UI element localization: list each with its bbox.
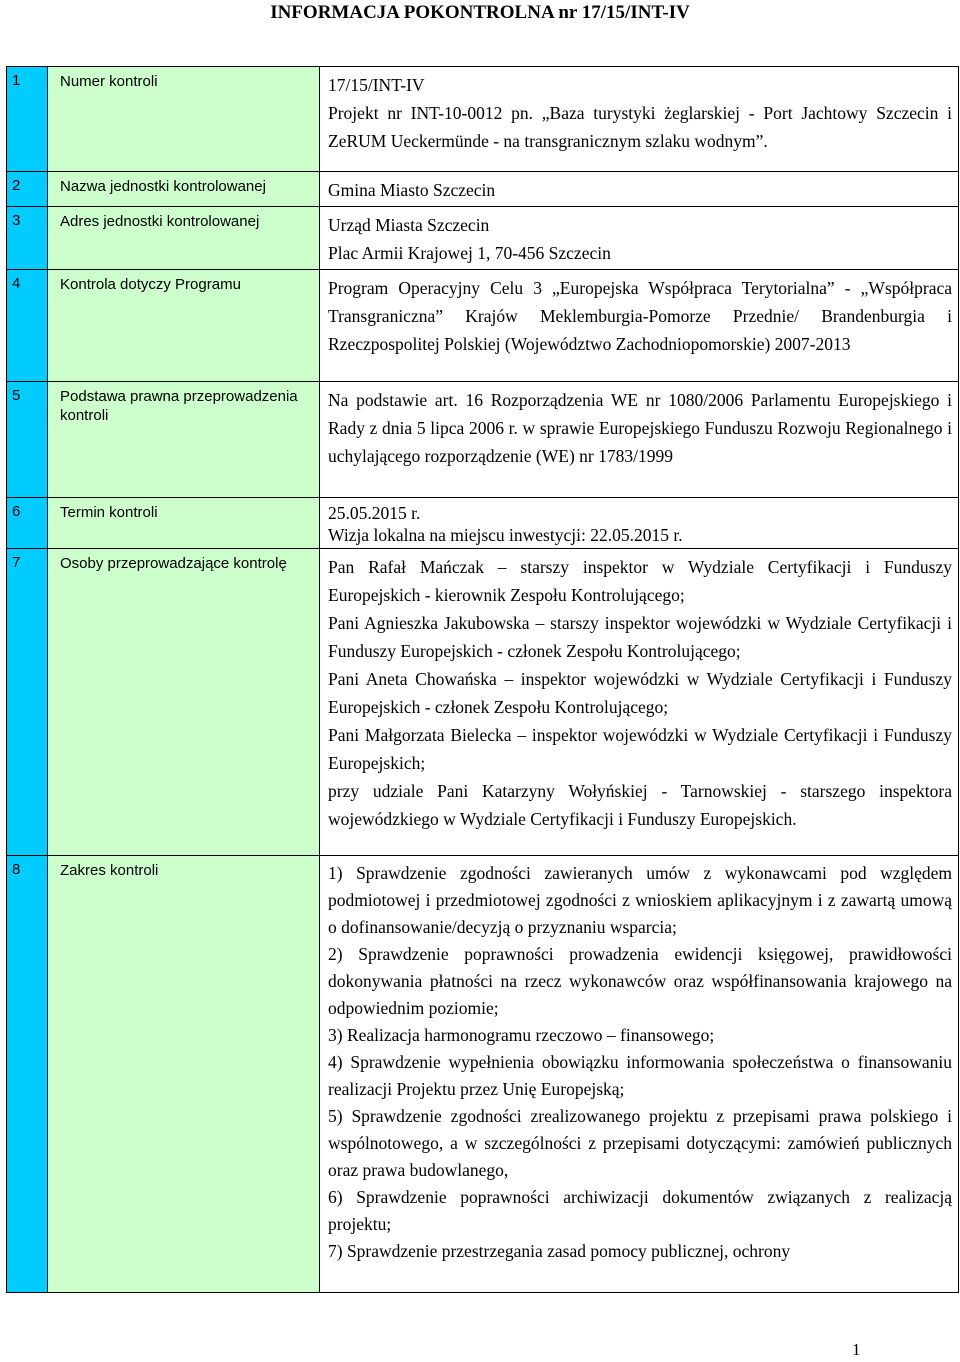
table-row bbox=[7, 382, 959, 498]
row-value bbox=[320, 207, 959, 270]
value-paragraph: Pani Agnieszka Jakubowska – starszy inspektor wojewódzki w Wydziale Certyfikacji i Funduszy Europejskich - członek Zespołu Kontrolującego; bbox=[328, 613, 952, 661]
value-paragraph: Pani Małgorzata Bielecka – inspektor wojewódzki w Wydziale Certyfikacji i Funduszy Europejskich; bbox=[328, 725, 952, 773]
value-paragraph: 5) Sprawdzenie zgodności zrealizowanego projektu z przepisami prawa polskiego i wspólnotowego, a w szczególności z przepisami dotyczącymi: zamówień publicznych oraz prawa budowlanego, bbox=[328, 1106, 952, 1180]
row-value bbox=[320, 172, 959, 207]
table-row bbox=[7, 207, 959, 270]
value-paragraph: 3) Realizacja harmonogramu rzeczowo – finansowego; bbox=[328, 1025, 715, 1045]
row-number: 8 bbox=[7, 856, 48, 1293]
row-value bbox=[320, 498, 959, 549]
value-paragraph: 6) Sprawdzenie poprawności archiwizacji dokumentów związanych z realizacją projektu; bbox=[328, 1187, 952, 1234]
row-label: Adres jednostki kontrolowanej bbox=[48, 207, 320, 270]
value-line: 25.05.2015 r. bbox=[328, 503, 421, 523]
value-paragraph: Na podstawie art. 16 Rozporządzenia WE nr 1080/2006 Parlamentu Europejskiego i Rady z dnia 5 lipca 2006 r. w sprawie Europejskiego Funduszu Rozwoju Regionalnego i uchylającego rozporządzenie (WE) nr 1783/1999 bbox=[328, 390, 952, 466]
row-label: Termin kontroli bbox=[48, 498, 320, 549]
value-paragraph: 7) Sprawdzenie przestrzegania zasad pomocy publicznej, ochrony bbox=[328, 1241, 791, 1261]
value-paragraph: Pani Aneta Chowańska – inspektor wojewódzki w Wydziale Certyfikacji i Funduszy Europejskich - członek Zespołu Kontrolującego; bbox=[328, 669, 952, 717]
inspection-table bbox=[6, 66, 959, 1293]
row-number: 3 bbox=[7, 207, 48, 270]
value-line: 17/15/INT-IV bbox=[328, 75, 425, 95]
row-label: Podstawa prawna przeprowadzenia kontroli bbox=[48, 382, 320, 498]
row-number: 2 bbox=[7, 172, 48, 207]
value-paragraph: Pan Rafał Mańczak – starszy inspektor w Wydziale Certyfikacji i Funduszy Europejskich - kierownik Zespołu Kontrolującego; bbox=[328, 557, 952, 605]
value-paragraph: przy udziale Pani Katarzyny Wołyńskiej - Tarnowskiej - starszego inspektora wojewódzkiego w Wydziale Certyfikacji i Funduszy Europejskich. bbox=[328, 781, 952, 829]
table-row bbox=[7, 67, 959, 172]
value-paragraph: Program Operacyjny Celu 3 „Europejska Współpraca Terytorialna” - „Współpraca Transgraniczna” Krajów Meklemburgia-Pomorze Przednie/ Brandenburgia i Rzeczpospolitej Polskiej (Województwo Zachodniopomorskie) 2007-2013 bbox=[328, 278, 952, 354]
row-label: Numer kontroli bbox=[48, 67, 320, 172]
table-row bbox=[7, 270, 959, 382]
document-title: INFORMACJA POKONTROLNA nr 17/15/INT-IV bbox=[270, 2, 690, 23]
row-number: 6 bbox=[7, 498, 48, 549]
row-label: Zakres kontroli bbox=[48, 856, 320, 1293]
row-number: 7 bbox=[7, 549, 48, 856]
row-value bbox=[320, 67, 959, 172]
row-value bbox=[320, 856, 959, 1293]
value-line: Wizja lokalna na miejscu inwestycji: 22.05.2015 r. bbox=[328, 525, 683, 545]
table-row bbox=[7, 172, 959, 207]
value-line: Projekt nr INT-10-0012 pn. „Baza turystyki żeglarskiej - Port Jachtowy Szczecin i ZeRUM Ueckermünde - na transgranicznym szlaku wodnym”. bbox=[328, 103, 952, 151]
row-value bbox=[320, 382, 959, 498]
value-line: Plac Armii Krajowej 1, 70-456 Szczecin bbox=[328, 243, 611, 263]
row-label: Osoby przeprowadzające kontrolę bbox=[48, 549, 320, 856]
page-number: 1 bbox=[852, 1340, 861, 1359]
table-row bbox=[7, 549, 959, 856]
table-row bbox=[7, 498, 959, 549]
row-number: 4 bbox=[7, 270, 48, 382]
value-line: Urząd Miasta Szczecin bbox=[328, 215, 490, 235]
row-value bbox=[320, 270, 959, 382]
row-label: Kontrola dotyczy Programu bbox=[48, 270, 320, 382]
value-paragraph: 1) Sprawdzenie zgodności zawieranych umów z wykonawcami pod względem podmiotowej i przedmiotowej zgodności z wnioskiem aplikacyjnym i z zawartą umową o dofinansowanie/decyzją o przyznaniu wsparcia; bbox=[328, 863, 952, 937]
table-row bbox=[7, 856, 959, 1293]
value-paragraph: 4) Sprawdzenie wypełnienia obowiązku informowania społeczeństwa o finansowaniu realizacji Projektu przez Unię Europejską; bbox=[328, 1052, 952, 1099]
value-line: Gmina Miasto Szczecin bbox=[328, 180, 496, 200]
row-label: Nazwa jednostki kontrolowanej bbox=[48, 172, 320, 207]
row-value bbox=[320, 549, 959, 856]
row-number: 1 bbox=[7, 67, 48, 172]
value-paragraph: 2) Sprawdzenie poprawności prowadzenia ewidencji księgowej, prawidłowości dokonywania płatności na rzecz wykonawców oraz współfinansowania krajowego na odpowiednim poziomie; bbox=[328, 944, 952, 1018]
row-number: 5 bbox=[7, 382, 48, 498]
